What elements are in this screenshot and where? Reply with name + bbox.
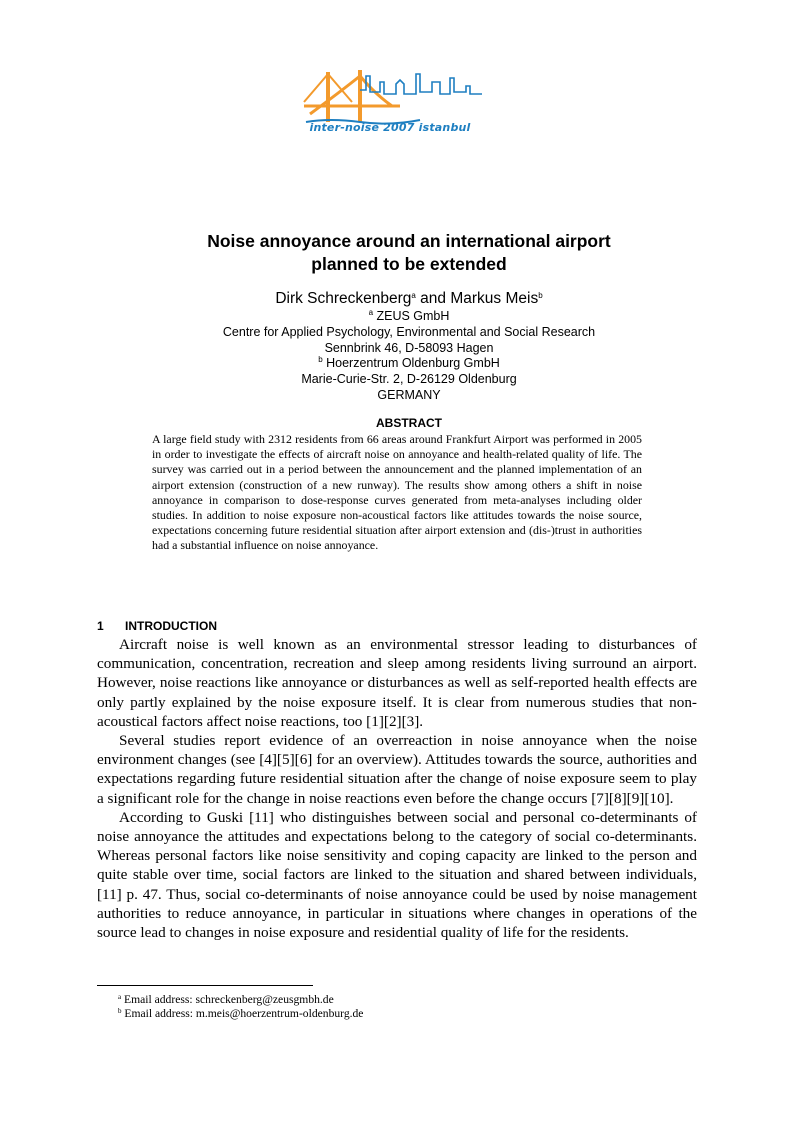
footnote-a-text: Email address: schreckenberg@zeusgmbh.de xyxy=(121,993,334,1006)
section-body xyxy=(97,635,697,942)
footnote-a xyxy=(118,993,363,1007)
affiliation-b-address: Marie-Curie-Str. 2, D-26129 Oldenburg xyxy=(301,372,517,387)
footnote-a-mark: a xyxy=(118,993,122,1001)
author-2: Markus Meis xyxy=(450,290,539,307)
section-number: 1 xyxy=(97,619,104,633)
abstract-text: A large field study with 2312 residents from 66 areas around Frankfurt Airport was performed in 2005 in order to investigate the effects of aircraft noise on annoyance and health-related quality of life. The survey was carried out in a period between the announcement and the planned implementation of an airport extension (construction of a new runway). The results show among others a shift in noise annoyance in comparison to dose-response curves generated from meta-analyses including older studies. In addition to noise exposure non-acoustical factors like attitudes towards the noise source, expectations concerning future residential situation after airport extension and (dis-)trust in authorities had a substantial influence on noise annoyance. xyxy=(152,432,642,553)
body-paragraph-1: Aircraft noise is well known as an environmental stressor leading to disturbances of communication, concentration, recreation and sleep among residents living surround an airport. However, noise reactions like annoyance or disturbances as well as self-reported health effects are only partly explained by the noise exposure itself. It is clear from numerous studies that non-acoustical factors affect noise reactions, too [1][2][3]. xyxy=(97,636,697,730)
affiliation-country: GERMANY xyxy=(377,387,441,402)
affiliations xyxy=(96,309,722,404)
skyline-icon xyxy=(360,74,482,94)
footnote-b xyxy=(118,1007,363,1021)
author-2-affiliation-mark: b xyxy=(538,291,543,300)
title-line-2: planned to be extended xyxy=(311,254,507,274)
author-conjunction: and xyxy=(415,290,451,307)
affiliation-a-dept: Centre for Applied Psychology, Environmental and Social Research xyxy=(222,324,596,339)
bridge-icon xyxy=(304,70,420,124)
affiliation-b-mark: b xyxy=(318,355,323,365)
logo-text: inter-noise 2007 istanbul xyxy=(309,121,471,134)
abstract-heading: ABSTRACT xyxy=(376,416,442,430)
footnote-b-mark: b xyxy=(118,1007,122,1015)
body-paragraph-2: Several studies report evidence of an overreaction in noise annoyance when the noise environment changes (see [4][5][6] for an overview). Attitudes towards the source, authorities and expectations regarding future residential situation after the change of noise exposure seem to play a significant role for the change in noise reactions even before the change occurs [7][8][9][10]. xyxy=(97,732,697,807)
affiliation-a-address: Sennbrink 46, D-58093 Hagen xyxy=(324,340,494,355)
author-1: Dirk Schreckenberg xyxy=(275,290,412,307)
author-line xyxy=(96,289,722,309)
affiliation-b-name xyxy=(96,356,722,372)
affiliation-a-name xyxy=(96,309,722,325)
section-heading xyxy=(97,619,217,633)
footnote-b-text: Email address: m.meis@hoerzentrum-oldenburg.de xyxy=(121,1007,364,1020)
title-line-1: Noise annoyance around an international airport xyxy=(207,231,611,251)
affiliation-a-org: ZEUS GmbH xyxy=(373,309,450,323)
affiliation-a-mark: a xyxy=(368,308,374,317)
paper-title xyxy=(96,230,722,276)
body-paragraph-3: According to Guski [11] who distinguishes between social and personal co-determinants of noise annoyance the attitudes and expectations belong to the category of social co-determinants. Whereas personal factors like noise sensitivity and coping capacity are linked to the person and quite stable over time, social factors are linked to the situation and shared between individuals, [11] p. 47. Thus, social co-determinants of noise annoyance could be used by noise management authorities to reduce annoyance, in particular in situations where changes in operations of the source lead to changes in noise exposure and residential quality of life for the residents. xyxy=(97,808,697,942)
footnotes xyxy=(118,993,363,1021)
author-1-affiliation-mark: a xyxy=(411,291,416,300)
section-title: INTRODUCTION xyxy=(125,619,217,633)
affiliation-b-org: Hoerzentrum Oldenburg GmbH xyxy=(322,356,500,371)
footnote-divider xyxy=(97,985,313,986)
